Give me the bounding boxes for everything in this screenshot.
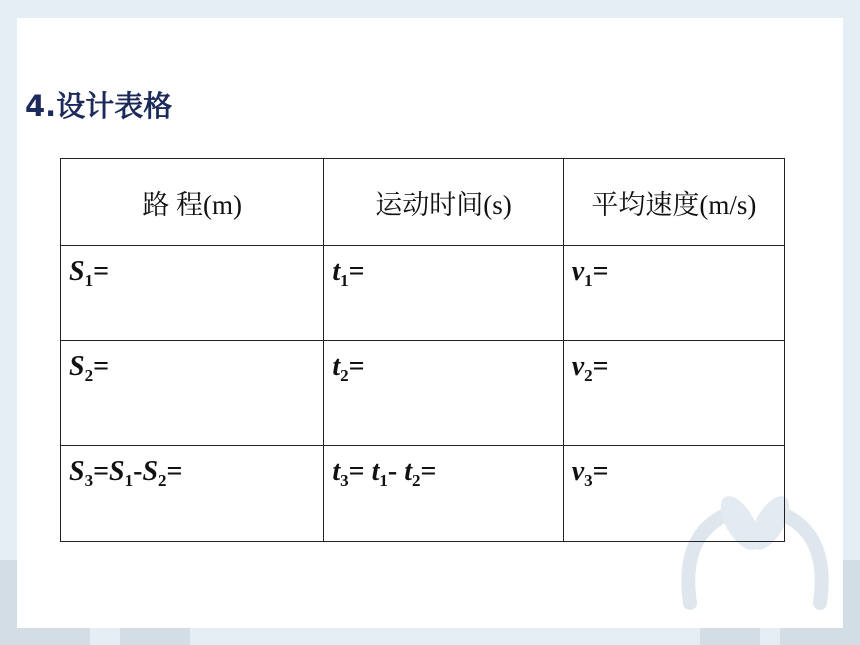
cell-speed-2: $v_2=$ (563, 341, 784, 446)
cell-time-1: $t_1=$ (324, 246, 563, 341)
cell-distance-2: $S_2=$ (61, 341, 324, 446)
table-header-row (61, 159, 785, 246)
table-row (61, 341, 785, 446)
cell-speed-1: $v_1=$ (563, 246, 784, 341)
header-distance: 路 程(m) (61, 159, 324, 246)
cell-time-2: $t_2=$ (324, 341, 563, 446)
cell-speed-3: $v_3=$ (563, 446, 784, 542)
data-table (60, 158, 785, 542)
header-speed: 平均速度(m/s) (563, 159, 784, 246)
table-row (61, 246, 785, 341)
table-row (61, 446, 785, 542)
cell-distance-1: $S_1=$ (61, 246, 324, 341)
header-time: 运动时间(s) (324, 159, 563, 246)
cell-time-3: $t_3= t_1-$ $t_2=$ (324, 446, 563, 542)
page-title: 4.设计表格 (25, 89, 173, 123)
cell-distance-3: $S_3=S_1-S_2=$ (61, 446, 324, 542)
